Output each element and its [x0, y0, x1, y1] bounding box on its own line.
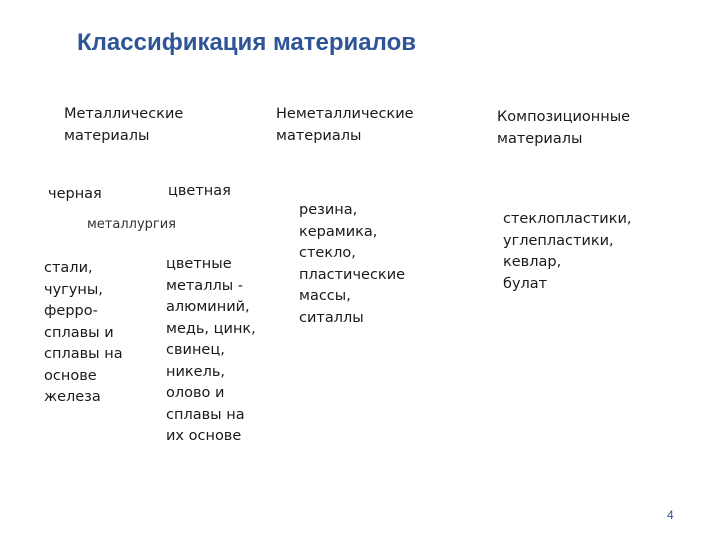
nonmetallic-materials-header: Неметаллические материалы: [276, 106, 414, 144]
metallic-materials-header: Металлические материалы: [64, 106, 184, 144]
nonmetallic-materials-list: резина, керамика, стекло, пластические массы, ситаллы: [299, 202, 406, 326]
composite-materials-list: стеклопластики, углепластики, кевлар, булат: [503, 211, 632, 292]
nonferrous-materials-list: цветные металлы - алюминий, медь, цинк, свинец, никель, олово и сплавы на их основе: [166, 256, 256, 444]
page-title: Классификация материалов: [77, 29, 416, 56]
page-number: 4: [667, 508, 674, 522]
metallurgy-label: металлургия: [87, 217, 177, 232]
composite-materials-header: Композиционные материалы: [497, 109, 631, 147]
ferrous-metallurgy-label: черная: [48, 186, 102, 202]
ferrous-materials-list: стали, чугуны, ферро- сплавы и сплавы на основе железа: [44, 260, 123, 405]
nonferrous-metallurgy-label: цветная: [168, 183, 231, 199]
